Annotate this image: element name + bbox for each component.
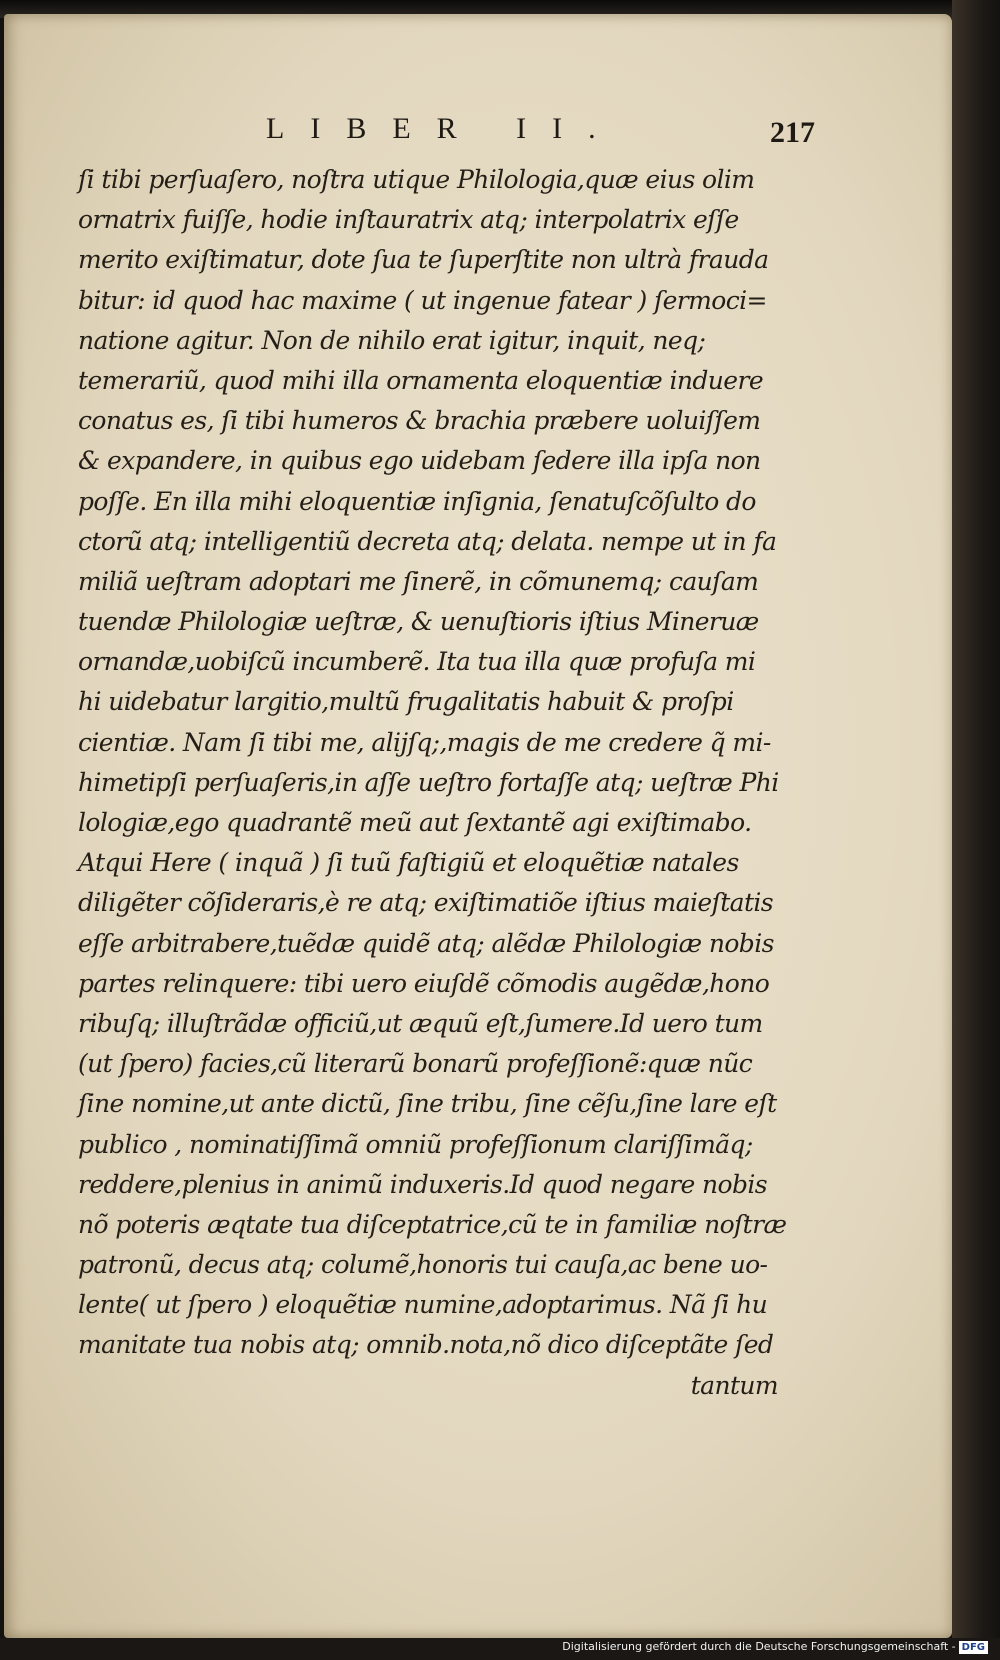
body-text [78, 160, 787, 1406]
text-line: bitur: id quod hac maxime ( ut ingenue fatear ) ſermoci= [78, 285, 767, 315]
text-line: diligẽter cõſideraris,è re atq; exiſtimatiõe iſtius maieſtatis [78, 888, 774, 918]
text-line: lologiæ,ego quadrantẽ meũ aut ſextantẽ agi exiſtimabo. [78, 808, 752, 837]
text-line: (ut ſpero) facies,cũ literarũ bonarũ profeſſionẽ:quæ nũc [78, 1049, 753, 1079]
text-line: publico , nominatiſſimã omniũ profeſſionum clariſſimãq; [78, 1129, 753, 1159]
text-line: partes relinquere: tibi uero eiuſdẽ cõmodis augẽdæ,hono [78, 968, 770, 998]
text-line: ſine nomine,ut ante dictũ, ſine tribu, ſine cẽſu,ſine lare eſt [78, 1089, 777, 1119]
text-line: Atqui Here ( inquã ) ſi tuũ faſtigiũ et eloquẽtiæ natales [78, 848, 739, 878]
digitization-credit [562, 1640, 988, 1654]
dfg-logo: DFG [959, 1641, 988, 1654]
text-line: cientiæ. Nam ſi tibi me, alijſq;,magis de me credere q̃ mi- [78, 727, 771, 757]
text-line: miliã ueſtram adoptari me ſinerẽ, in cõmunemq; cauſam [78, 566, 759, 596]
text-line: natione agitur. Non de nihilo erat igitur, inquit, neq; [78, 325, 706, 355]
text-line: & expandere, in quibus ego uidebam ſedere illa ipſa non [78, 446, 761, 476]
text-line: eſſe arbitrabere,tuẽdæ quidẽ atq; alẽdæ Philologiæ nobis [78, 928, 774, 958]
text-line: merito exiſtimatur, dote ſua te ſuperſtite non ultrà frauda [78, 245, 769, 275]
book-edge [952, 0, 1000, 1660]
digitization-credit-text: Digitalisierung gefördert durch die Deutsche Forschungsgemeinschaft - [562, 1640, 956, 1653]
text-line: nõ poteris æqtate tua diſceptatrice,cũ te in familiæ noſtræ [78, 1209, 787, 1239]
text-line: ctorũ atq; intelligentiũ decreta atq; delata. nempe ut in fa [78, 526, 777, 556]
page-number: 217 [770, 116, 815, 149]
text-line: manitate tua nobis atq; omnib.nota,nõ dico diſceptãte ſed [78, 1330, 774, 1360]
text-line: ribuſq; illuſtrãdæ officiũ,ut æquũ eſt,ſumere.Id uero tum [78, 1008, 763, 1038]
text-line: ſi tibi perſuaſero, noſtra utique Philologia,quæ eius olim [78, 165, 755, 194]
text-line: himetipſi perſuaſeris,in aſſe ueſtro fortaſſe atq; ueſtræ Phi [78, 767, 779, 797]
text-line: hi uidebatur largitio,multũ frugalitatis habuit & proſpi [78, 687, 734, 717]
text-line: poſſe. En illa mihi eloquentiæ inſignia, ſenatuſcõſulto do [78, 486, 756, 516]
text-line: tuendæ Philologiæ ueſtræ, & uenuſtioris iſtius Mineruæ [78, 607, 759, 637]
running-head: LIBER II. [266, 112, 622, 145]
catchword: tantum [690, 1370, 778, 1400]
text-line: patronũ, decus atq; columẽ,honoris tui cauſa,ac bene uo- [78, 1250, 768, 1280]
text-line: conatus es, ſi tibi humeros & brachia præbere uoluiſſem [78, 406, 761, 436]
text-line: ornandæ,uobiſcũ incumberẽ. Ita tua illa quæ profuſa mi [78, 647, 756, 677]
page-header [4, 112, 952, 152]
text-line: reddere,plenius in animũ induxeris.Id quod negare nobis [78, 1169, 768, 1199]
book-page [4, 14, 952, 1638]
text-line: lente( ut ſpero ) eloquẽtiæ numine,adoptarimus. Nã ſi hu [78, 1290, 768, 1320]
text-line: ornatrix fuiſſe, hodie inſtauratrix atq; interpolatrix eſſe [78, 205, 739, 235]
text-line: temerariũ, quod mihi illa ornamenta eloquentiæ induere [78, 365, 764, 395]
